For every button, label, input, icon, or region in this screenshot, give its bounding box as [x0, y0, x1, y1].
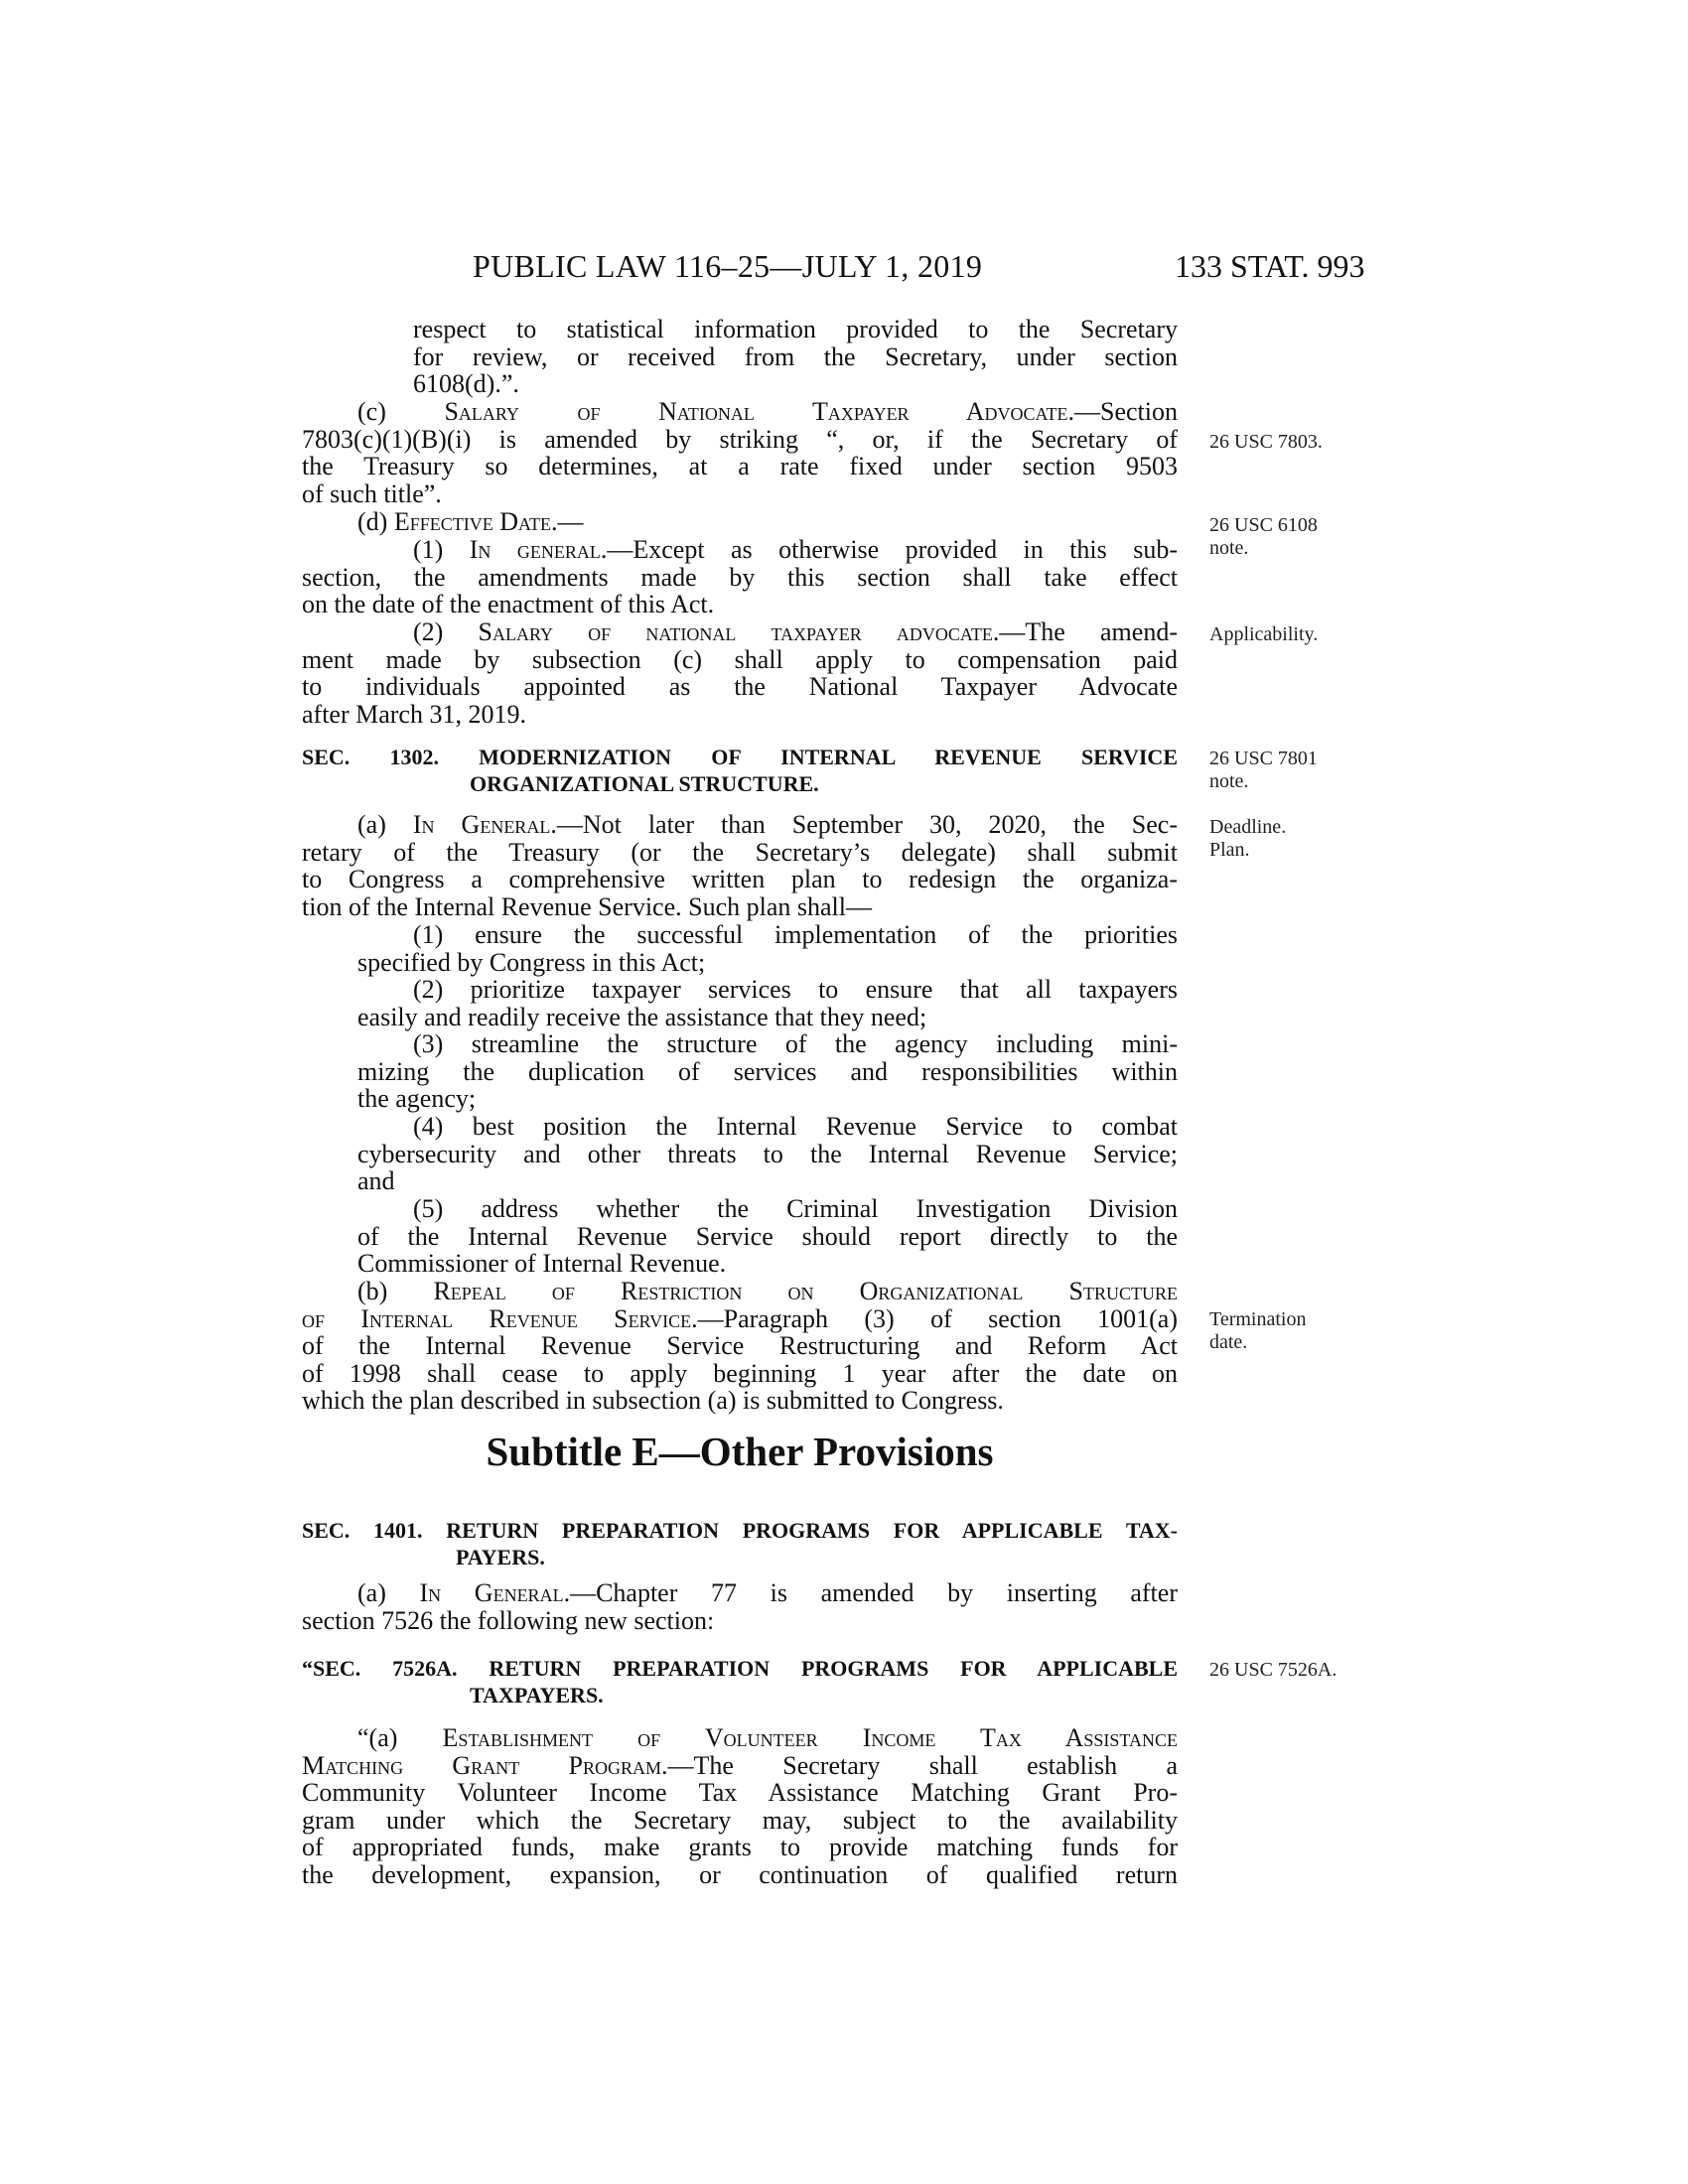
- text-line: of such title”.: [302, 478, 442, 508]
- margin-note-26-usc-6108-note: note.: [1209, 537, 1249, 559]
- text-line: specified by Congress in this Act;: [357, 947, 706, 977]
- paragraph-heading: Effective Date: [393, 507, 551, 536]
- text-line: of the Internal Revenue Service should report directly to the: [357, 1221, 1178, 1251]
- paragraph-heading: Repeal of Restriction on Organizational Structure: [433, 1277, 1178, 1305]
- section-1302-heading-continuation: ORGANIZATIONAL STRUCTURE.: [470, 771, 819, 796]
- text-line: of Internal Revenue Service.—Paragraph (3) of section 1001(a): [302, 1303, 1178, 1333]
- paragraph-statistical-continuation: [302, 316, 1178, 398]
- text-line: ment made by subsection (c) shall apply to compensation paid: [302, 644, 1178, 674]
- text-line: to individuals appointed as the National Taxpayer Advocate: [302, 672, 1178, 702]
- text-line: the Treasury so determines, at a rate fixed under section 9503: [302, 452, 1178, 481]
- text-line: on the date of the enactment of this Act.: [302, 590, 715, 619]
- text-line: of appropriated funds, make grants to provide matching funds for: [302, 1833, 1178, 1862]
- section-1302-heading: SEC. 1302. MODERNIZATION OF INTERNAL REVENUE SERVICE: [302, 745, 1178, 769]
- text-line: the agency;: [357, 1084, 477, 1114]
- text-line: section, the amendments made by this section shall take effect: [302, 562, 1178, 592]
- page-citation: 133 STAT. 993: [1175, 248, 1365, 284]
- text-line: easily and readily receive the assistance that they need;: [357, 1002, 927, 1031]
- paragraph-1401a-in-general: [302, 1579, 1178, 1634]
- text-line: 6108(d).”.: [413, 369, 519, 399]
- text-line: the development, expansion, or continuation of qualified return: [302, 1859, 1178, 1889]
- plan-item-2: [302, 976, 1178, 1030]
- paragraph-d1-in-general: [302, 536, 1178, 618]
- text-line: respect to statistical information provided to the Secretary: [413, 315, 1178, 343]
- plan-item-4: [302, 1113, 1178, 1195]
- margin-note-termination-date: date.: [1209, 1331, 1248, 1353]
- margin-note-plan: Plan.: [1209, 839, 1250, 861]
- text-line: section 7526 the following new section:: [302, 1605, 715, 1635]
- text-line: 7803(c)(1)(B)(i) is amended by striking “, or, if the Secretary of: [302, 424, 1178, 454]
- paragraph-heading: In General: [419, 1578, 564, 1607]
- text-line: (1) In general.—Except as otherwise provided in this sub-: [413, 535, 1178, 564]
- section-1401-heading: SEC. 1401. RETURN PREPARATION PROGRAMS FOR APPLICABLE TAX-: [302, 1518, 1178, 1543]
- text-line: of the Internal Revenue Service Restructuring and Reform Act: [302, 1331, 1178, 1361]
- text-line: (5) address whether the Criminal Investigation Division: [413, 1194, 1178, 1223]
- paragraph-heading: Establishment of Volunteer Income Tax Assistance: [442, 1723, 1178, 1752]
- paragraph-c-salary: [302, 398, 1178, 507]
- paragraph-heading: In general: [469, 535, 601, 564]
- text-line: Commissioner of Internal Revenue.: [357, 1249, 727, 1279]
- text-line: (1) ensure the successful implementation of the priorities: [413, 920, 1178, 949]
- paragraph-7526a-establishment: [302, 1724, 1178, 1889]
- text-line: (3) streamline the structure of the agency including mini-: [413, 1029, 1178, 1058]
- text-line: (b) Repeal of Restriction on Organizational Structure: [357, 1277, 1178, 1305]
- running-header-title: PUBLIC LAW 116–25—JULY 1, 2019: [473, 248, 983, 284]
- text-line: (4) best position the Internal Revenue Service to combat: [413, 1112, 1178, 1141]
- paragraph-heading-continuation: of Internal Revenue Service: [302, 1303, 692, 1333]
- subtitle-heading: Subtitle E—Other Provisions: [486, 1429, 994, 1474]
- paragraph-d-effective-date: (d) Effective Date.—: [357, 507, 584, 536]
- margin-note-applicability: Applicability.: [1209, 623, 1319, 645]
- section-1401-heading-continuation: PAYERS.: [456, 1545, 545, 1570]
- plan-item-3: [302, 1030, 1178, 1113]
- section-7526a-heading: “SEC. 7526A. RETURN PREPARATION PROGRAMS FOR APPLICABLE: [302, 1656, 1178, 1681]
- plan-item-5: [302, 1195, 1178, 1278]
- text-line: after March 31, 2019.: [302, 699, 526, 729]
- text-line: (a) In General.—Not later than September 30, 2020, the Sec-: [357, 810, 1178, 839]
- text-line: (2) prioritize taxpayer services to ensure that all taxpayers: [413, 975, 1178, 1004]
- margin-note-termination: Termination: [1209, 1308, 1307, 1330]
- paragraph-1302b-repeal: [302, 1278, 1178, 1415]
- paragraph-1302a-in-general: [302, 811, 1178, 920]
- paragraph-heading-continuation: Matching Grant Program: [302, 1750, 661, 1780]
- text-line: and: [357, 1166, 395, 1196]
- paragraph-d2-salary: [302, 618, 1178, 728]
- text-line: retary of the Treasury (or the Secretary’s delegate) shall submit: [302, 837, 1178, 867]
- text-line: of 1998 shall cease to apply beginning 1 year after the date on: [302, 1358, 1178, 1388]
- plan-item-1: [302, 921, 1178, 976]
- margin-note-deadline: Deadline.: [1209, 816, 1287, 838]
- text-line: cybersecurity and other threats to the Internal Revenue Service;: [357, 1139, 1178, 1168]
- text-line: which the plan described in subsection (a) is submitted to Congress.: [302, 1386, 1004, 1416]
- margin-note-26-usc-7526a: 26 USC 7526A.: [1209, 1659, 1337, 1681]
- margin-note-26-usc-7801: 26 USC 7801: [1209, 748, 1318, 769]
- text-line: tion of the Internal Revenue Service. Such plan shall—: [302, 891, 873, 921]
- margin-note-26-usc-7801-note: note.: [1209, 770, 1249, 792]
- margin-note-26-usc-6108: 26 USC 6108: [1209, 514, 1318, 536]
- margin-note-26-usc-7803: 26 USC 7803.: [1209, 431, 1323, 453]
- text-line: mizing the duplication of services and responsibilities within: [357, 1056, 1178, 1086]
- paragraph-heading: In General: [412, 810, 551, 839]
- text-line: Community Volunteer Income Tax Assistance Matching Grant Pro-: [302, 1778, 1178, 1808]
- text-line: (c) Salary of National Taxpayer Advocate.—Section: [357, 397, 1178, 426]
- text-line: (a) In General.—Chapter 77 is amended by inserting after: [357, 1578, 1178, 1607]
- paragraph-heading: Salary of national taxpayer advocate: [478, 617, 993, 646]
- text-line: “(a) Establishment of Volunteer Income Tax Assistance: [357, 1723, 1178, 1752]
- text-line: gram under which the Secretary may, subject to the availability: [302, 1805, 1178, 1835]
- text-line: for review, or received from the Secretary, under section: [413, 341, 1178, 371]
- section-7526a-heading-continuation: TAXPAYERS.: [470, 1683, 604, 1707]
- text-line: Matching Grant Program.—The Secretary shall establish a: [302, 1750, 1178, 1780]
- text-line: to Congress a comprehensive written plan to redesign the organiza-: [302, 865, 1178, 894]
- paragraph-heading: Salary of National Taxpayer Advocate: [444, 397, 1068, 426]
- text-line: (2) Salary of national taxpayer advocate.—The amend-: [413, 617, 1178, 646]
